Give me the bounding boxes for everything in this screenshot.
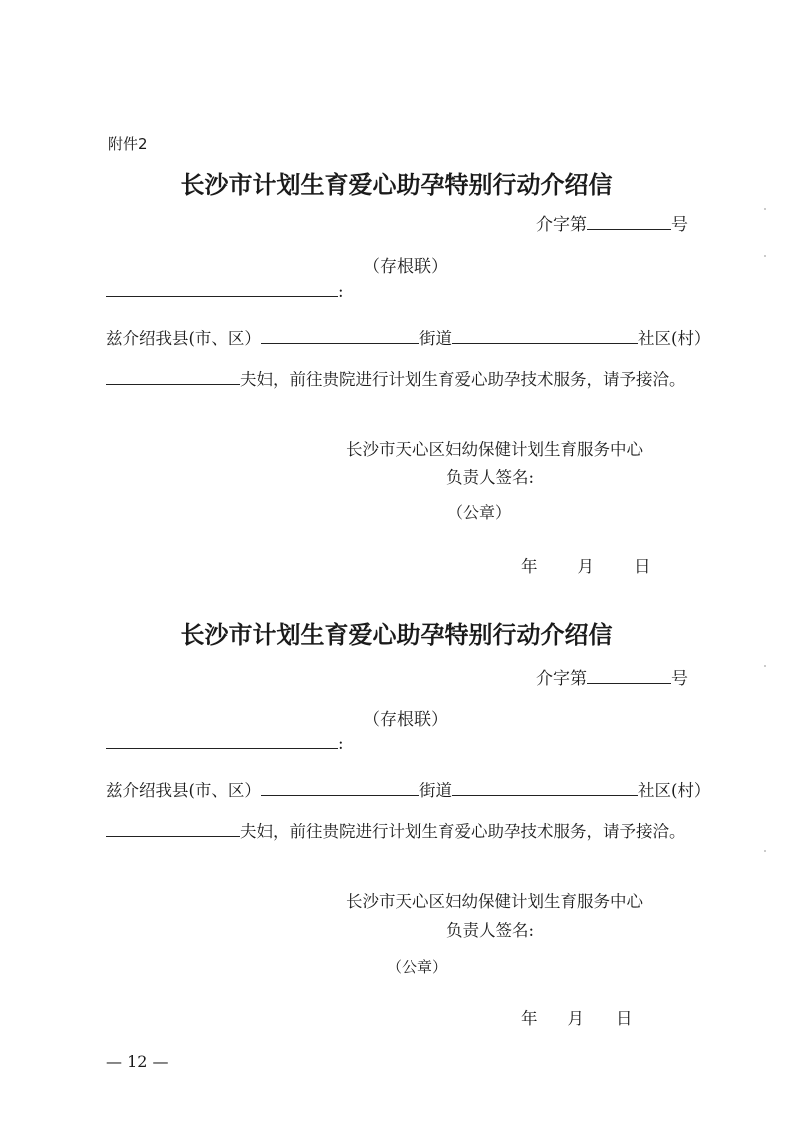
intro-prefix: 兹介绍我县(市、区） — [106, 781, 261, 800]
attachment-label: 附件2 — [108, 135, 148, 153]
ref-number-blank[interactable] — [587, 669, 671, 684]
couple-line — [106, 818, 686, 842]
recipient-line — [106, 734, 344, 753]
street-blank[interactable] — [452, 781, 638, 796]
intro-prefix: 兹介绍我县(市、区） — [106, 329, 261, 348]
stub-label: （存根联） — [363, 710, 448, 730]
couple-name-blank[interactable] — [106, 370, 240, 385]
ref-prefix: 介字第 — [536, 215, 587, 235]
ref-number-blank[interactable] — [587, 215, 671, 230]
scan-speck — [764, 208, 766, 210]
year-label: 年 — [521, 557, 538, 576]
month-label: 月 — [567, 1009, 584, 1028]
scan-speck — [764, 665, 766, 667]
signer-label: 负责人签名: — [446, 921, 535, 940]
community-label: 社区(村） — [637, 781, 711, 800]
recipient-line — [106, 282, 344, 301]
couple-name-blank[interactable] — [106, 822, 240, 837]
community-label: 社区(村） — [637, 329, 711, 348]
couple-line — [106, 366, 686, 390]
street-blank[interactable] — [452, 329, 638, 344]
stub-label: （存根联） — [363, 257, 448, 277]
seal-label: （公章） — [447, 503, 512, 522]
scan-speck — [764, 255, 766, 257]
day-label: 日 — [634, 557, 651, 576]
couple-text: 夫妇，前往贵院进行计划生育爱心助孕技术服务，请予接洽。 — [240, 822, 686, 841]
ref-suffix: 号 — [671, 215, 688, 235]
ref-suffix: 号 — [671, 669, 688, 689]
date-line — [521, 1005, 633, 1029]
month-label: 月 — [577, 557, 594, 576]
day-label: 日 — [616, 1009, 633, 1028]
reference-number-line — [536, 210, 688, 235]
page-number: — 12 — — [106, 1052, 169, 1071]
letter-title: 长沙市计划生育爱心助孕特别行动介绍信 — [180, 620, 613, 649]
recipient-blank[interactable] — [106, 282, 338, 297]
seal-label: （公章） — [387, 958, 448, 976]
recipient-blank[interactable] — [106, 734, 338, 749]
letter-title: 长沙市计划生育爱心助孕特别行动介绍信 — [180, 170, 613, 199]
ref-prefix: 介字第 — [536, 669, 587, 689]
intro-line — [106, 325, 710, 349]
street-label: 街道 — [418, 329, 452, 348]
intro-line — [106, 777, 710, 801]
year-label: 年 — [521, 1009, 538, 1028]
district-blank[interactable] — [261, 781, 419, 796]
district-blank[interactable] — [261, 329, 419, 344]
scan-speck — [764, 850, 766, 852]
signer-label: 负责人签名: — [446, 468, 535, 487]
organization-name: 长沙市天心区妇幼保健计划生育服务中心 — [346, 892, 643, 911]
recipient-colon: : — [338, 282, 344, 301]
recipient-colon: : — [338, 734, 344, 753]
couple-text: 夫妇，前往贵院进行计划生育爱心助孕技术服务，请予接洽。 — [240, 370, 686, 389]
street-label: 街道 — [418, 781, 452, 800]
date-line — [521, 553, 651, 577]
organization-name: 长沙市天心区妇幼保健计划生育服务中心 — [346, 440, 643, 459]
reference-number-line — [536, 664, 688, 689]
